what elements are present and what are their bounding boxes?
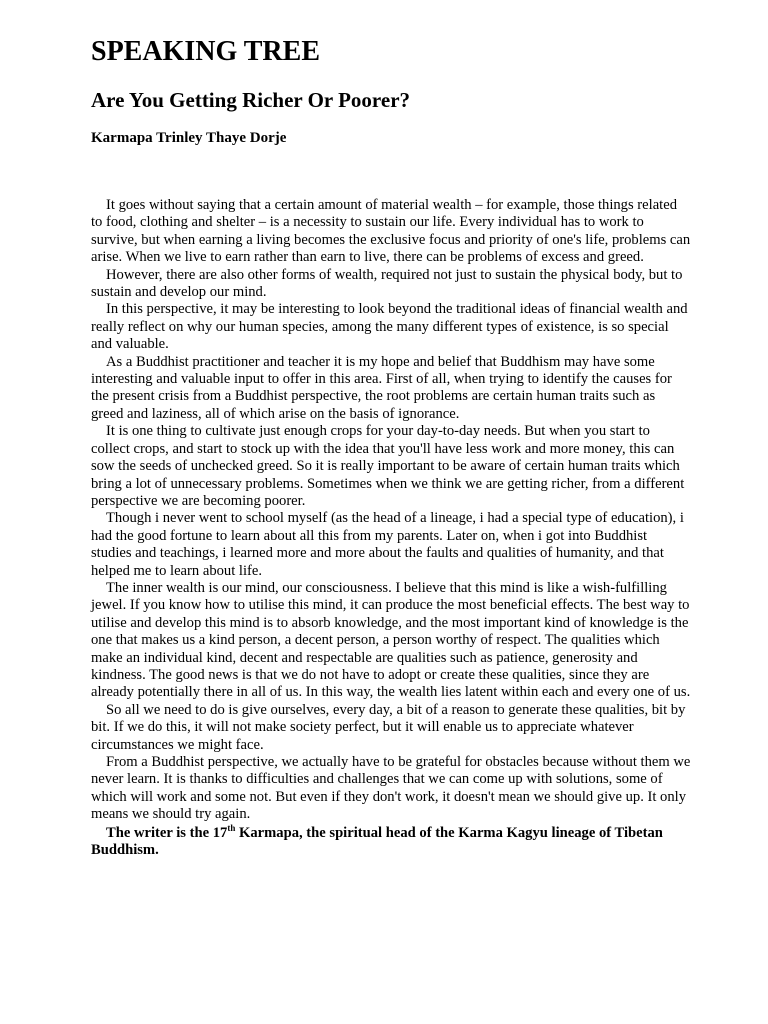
article-paragraph: However, there are also other forms of wealth, required not just to sustain the physical body, but to sustain and develop our mind. xyxy=(91,266,683,301)
article-paragraph: As a Buddhist practitioner and teacher it is my hope and belief that Buddhism may have some interesting and valuable input to offer in this area. First of all, when trying to identify the causes for the present crisis from a Buddhist perspective, the root problems are certain human traits such as greed and laziness, all of which arise on the basis of ignorance. xyxy=(91,353,672,422)
article-paragraph: In this perspective, it may be interesting to look beyond the traditional ideas of financial wealth and really reflect on why our human species, among the many different types of existence, is so special and valuable. xyxy=(91,301,688,353)
article-paragraph: Though i never went to school myself (as the head of a lineage, i had a special type of education), i had the good fortune to learn about all this from my parents. Later on, when i got into Buddhist studies and teachings, i learned more and more about the faults and qualities of humanity, and that helped me to learn about life. xyxy=(91,510,684,579)
masthead-title: SPEAKING TREE xyxy=(91,36,320,67)
article-paragraph: It goes without saying that a certain amount of material wealth – for example, those things related to food, clothing and shelter – is a necessity to sustain our life. Every individual has to work to survive, but when earning a living becomes the exclusive focus and priority of one's life, problems can arise. When we live to earn rather than earn to live, there can be problems of excess and greed. xyxy=(91,197,691,266)
article-byline: Karmapa Trinley Thaye Dorje xyxy=(91,130,287,146)
author-credit-text-start: The writer is the 17 xyxy=(106,824,228,841)
author-credit-text-end: Karmapa, the spiritual head of the Karma Kagyu lineage of Tibetan Buddhism. xyxy=(91,824,663,859)
author-credit-superscript: th xyxy=(227,822,236,833)
author-credit xyxy=(91,822,691,860)
article-headline: Are You Getting Richer Or Poorer? xyxy=(91,88,411,112)
article-paragraph: So all we need to do is give ourselves, every day, a bit of a reason to generate these qualities, bit by bit. If we do this, it will not make society perfect, but it will enable us to appreciate whatever circumstances we might face. xyxy=(91,701,686,753)
article-paragraph: From a Buddhist perspective, we actually have to be grateful for obstacles because without them we never learn. It is thanks to difficulties and challenges that we can come up with solutions, some of which will work and some not. But even if they don't work, it doesn't mean we should give up. It only means we should try again. xyxy=(91,754,691,823)
article-paragraph: The inner wealth is our mind, our consciousness. I believe that this mind is like a wish-fulfilling jewel. If you know how to utilise this mind, it can produce the most beneficial effects. The best way to utilise and develop this mind is to absorb knowledge, and the most important kind of knowledge is the one that makes us a kind person, a decent person, a person worthy of respect. The qualities which make an individual kind, decent and respectable are qualities such as patience, generosity and kindness. The good news is that we do not have to adopt or create these qualities, since they are already potentially there in all of us. In this way, the wealth lies latent within each and every one of us. xyxy=(91,579,691,701)
article-body xyxy=(91,197,691,859)
article-paragraph: It is one thing to cultivate just enough crops for your day-to-day needs. But when you start to collect crops, and start to stock up with the idea that you'll have less work and more money, this can sow the seeds of unchecked greed. So it is really important to be aware of certain human traits which bring a lot of unnecessary problems. Sometimes when we think we are getting richer, from a different perspective we are becoming poorer. xyxy=(91,423,685,509)
